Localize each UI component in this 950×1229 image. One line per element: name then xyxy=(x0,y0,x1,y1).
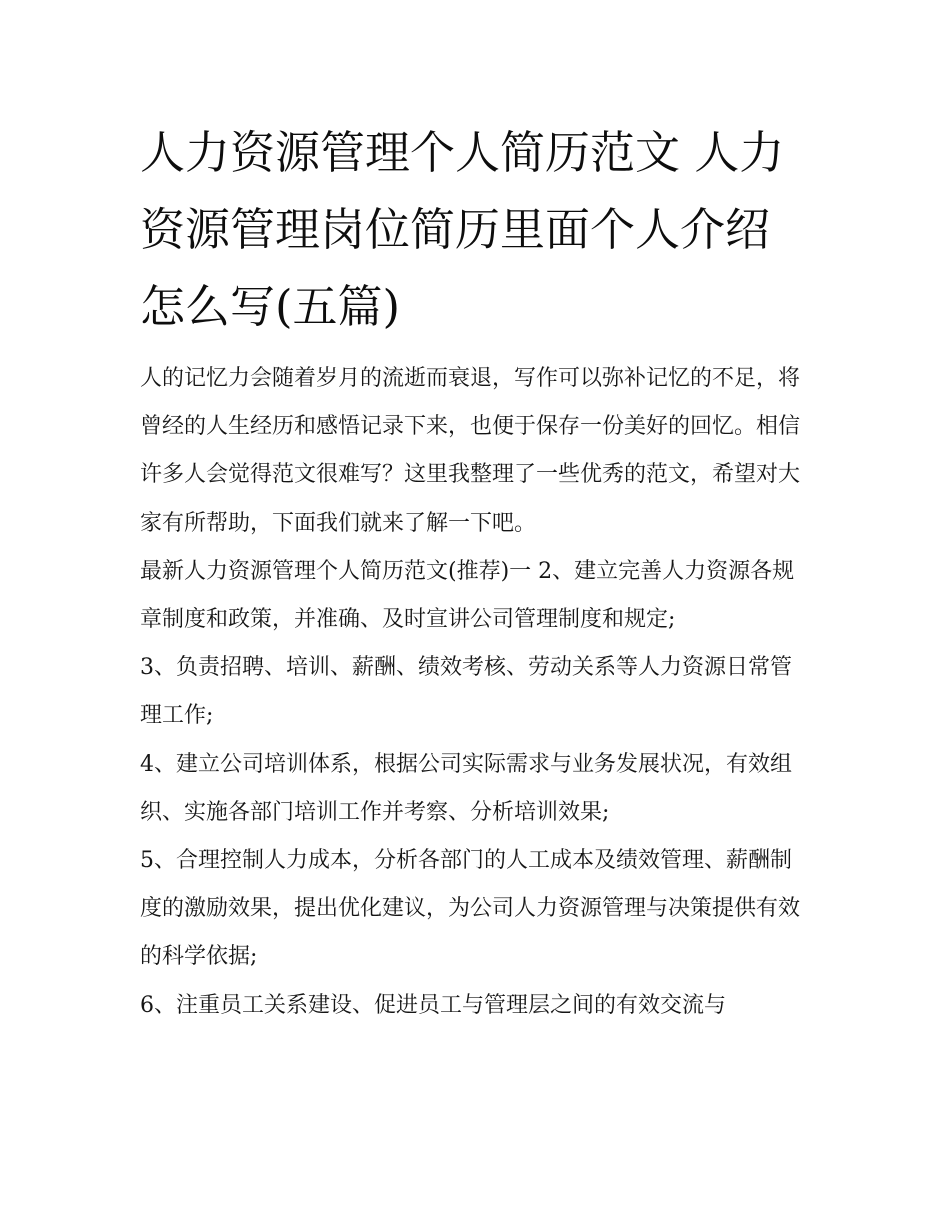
document-title: 人力资源管理个人简历范文 人力资源管理岗位简历里面个人介绍怎么写(五篇) xyxy=(140,126,785,333)
item-3-paragraph: 3、负责招聘、培训、薪酬、绩效考核、劳动关系等人力资源日常管理工作; xyxy=(140,655,792,729)
item-4-paragraph: 4、建立公司培训体系，根据公司实际需求与业务发展状况，有效组织、实施各部门培训工作并考察、分析培训效果; xyxy=(140,751,792,825)
item-5-paragraph: 5、合理控制人力成本，分析各部门的人工成本及绩效管理、薪酬制度的激励效果，提出优化建议，为公司人力资源管理与决策提供有效的科学依据; xyxy=(140,848,801,970)
section-heading-paragraph: 最新人力资源管理个人简历范文(推荐)一 2、建立完善人力资源各规章制度和政策，并准确、及时宣讲公司管理制度和规定; xyxy=(140,558,795,633)
item-6-paragraph: 6、注重员工关系建设、促进员工与管理层之间的有效交流与 xyxy=(140,992,726,1018)
intro-paragraph: 人的记忆力会随着岁月的流逝而衰退，写作可以弥补记忆的不足，将曾经的人生经历和感悟记录下来，也便于保存一份美好的回忆。相信许多人会觉得范文很难写？这里我整理了一些优秀的范文，希望对大家有所帮助，下面我们就来了解一下吧。 xyxy=(140,366,801,536)
document-body xyxy=(140,355,812,1030)
